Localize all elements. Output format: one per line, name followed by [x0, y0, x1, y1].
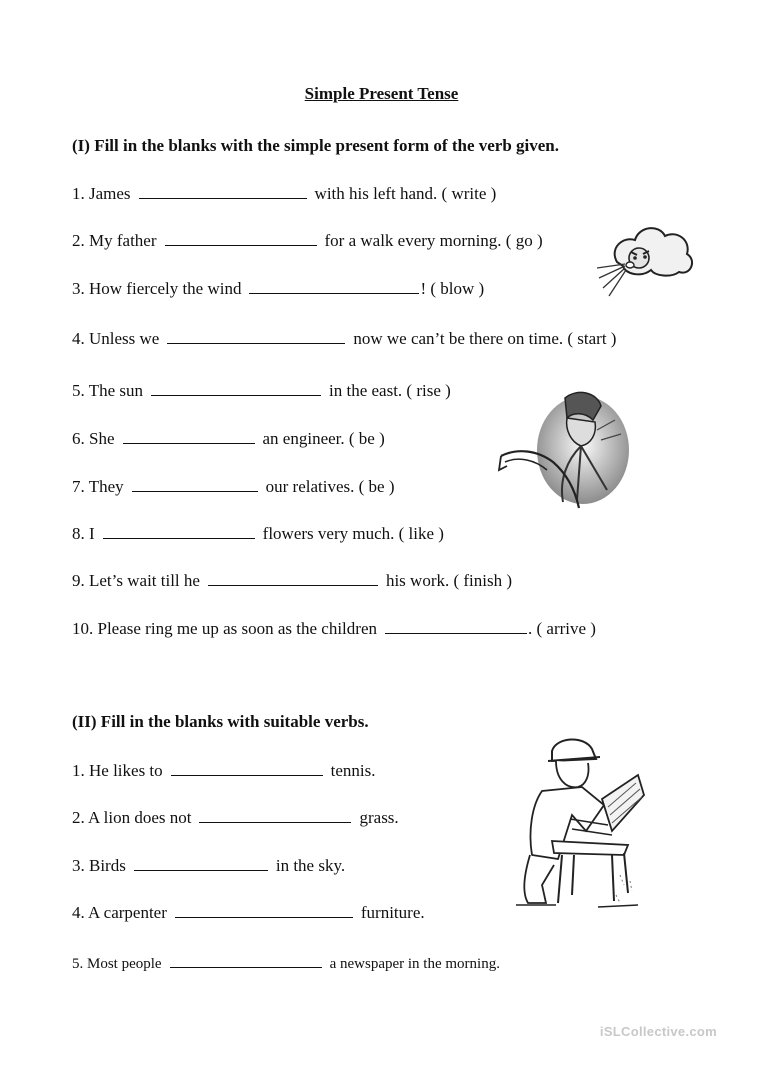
- wind-cloud-icon: [595, 218, 699, 302]
- exercise-1-item-5: 5. The sun in the east. ( rise ): [72, 381, 451, 400]
- exercise-1-item-1: 1. James with his left hand. ( write ): [72, 184, 497, 203]
- exercise-1-item-9: 9. Let’s wait till he his work. ( finish ): [72, 571, 513, 590]
- answer-blank[interactable]: [167, 329, 345, 344]
- exercise-2-item-2: 2. A lion does not grass.: [72, 808, 399, 827]
- watermark: iSLCollective.com: [599, 1024, 717, 1039]
- engineer-icon: [497, 390, 633, 518]
- exercise-1-item-3: 3. How fiercely the wind ! ( blow ): [72, 279, 485, 298]
- section-2-heading: (II) Fill in the blanks with suitable verbs.: [72, 712, 369, 731]
- exercise-2-item-1: 1. He likes to tennis.: [72, 761, 376, 780]
- answer-blank[interactable]: [171, 761, 323, 776]
- answer-blank[interactable]: [249, 279, 419, 294]
- exercise-1-item-7: 7. They our relatives. ( be ): [72, 477, 395, 496]
- answer-blank[interactable]: [123, 429, 255, 444]
- answer-blank[interactable]: [165, 231, 317, 246]
- exercise-1-item-4: 4. Unless we now we can’t be there on time. ( start ): [72, 329, 617, 348]
- answer-blank[interactable]: [170, 953, 322, 968]
- exercise-1-item-10: 10. Please ring me up as soon as the children . ( arrive ): [72, 619, 596, 638]
- answer-blank[interactable]: [151, 381, 321, 396]
- answer-blank[interactable]: [134, 856, 268, 871]
- exercise-2-item-5: 5. Most people a newspaper in the morning.: [72, 953, 500, 974]
- section-1-heading: (I) Fill in the blanks with the simple present form of the verb given.: [72, 136, 560, 155]
- exercise-2-item-4: 4. A carpenter furniture.: [72, 903, 425, 922]
- page-title: Simple Present Tense: [304, 84, 459, 103]
- answer-blank[interactable]: [208, 571, 378, 586]
- answer-blank[interactable]: [103, 524, 255, 539]
- exercise-1-item-2: 2. My father for a walk every morning. ( go ): [72, 231, 543, 250]
- carpenter-icon: [512, 735, 652, 915]
- exercise-2-item-3: 3. Birds in the sky.: [72, 856, 346, 875]
- answer-blank[interactable]: [199, 808, 351, 823]
- answer-blank[interactable]: [385, 619, 527, 634]
- answer-blank[interactable]: [132, 477, 258, 492]
- answer-blank[interactable]: [139, 184, 307, 199]
- exercise-1-item-6: 6. She an engineer. ( be ): [72, 429, 385, 448]
- exercise-1-item-8: 8. I flowers very much. ( like ): [72, 524, 444, 543]
- answer-blank[interactable]: [175, 903, 353, 918]
